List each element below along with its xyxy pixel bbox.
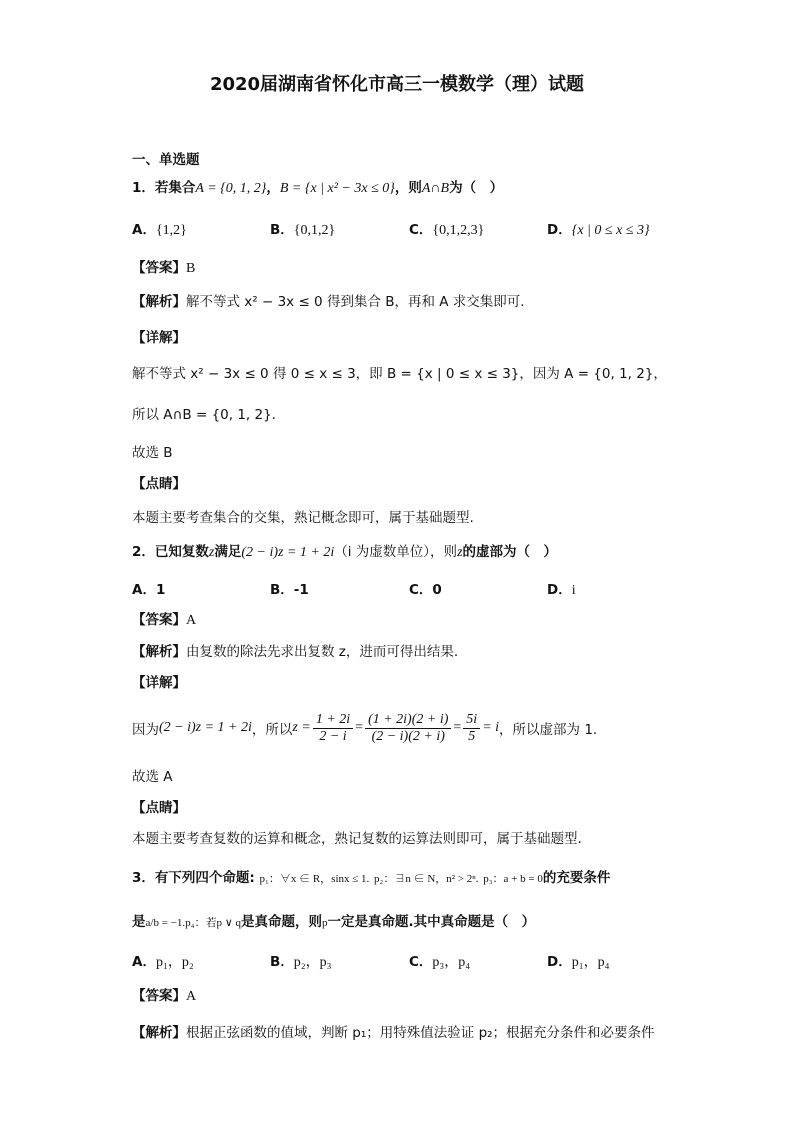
question-3-option-d: D．p₁，p₄ [547, 954, 610, 970]
question-3-analysis: 【解析】根据正弦函数的值域，判断 p₁；用特殊值法验证 p₂；根据充分条件和必要条件 [132, 1025, 655, 1041]
question-2-conclusion: 故选 A [132, 769, 173, 785]
question-1-option-b: B．{0,1,2} [270, 222, 336, 238]
question-2-analysis: 【解析】由复数的除法先求出复数 z，进而可得出结果. [132, 644, 459, 660]
question-1-detail-line-1: 解不等式 x² − 3x ≤ 0 得 0 ≤ x ≤ 3，即 B = {x | 0 ≤ x ≤ 3}，因为 A = {0, 1, 2}， [132, 366, 667, 382]
question-3-option-b: B．p₂，p₃ [270, 954, 332, 970]
question-2-stem: 2．已知复数z满足(2 − i)z = 1 + 2i（i 为虚数单位），则z的虚部为（ ） [132, 544, 558, 560]
question-2-detail-label: 【详解】 [132, 675, 186, 691]
question-2-comment-label: 【点睛】 [132, 800, 186, 816]
question-1-option-d: D．{x | 0 ≤ x ≤ 3} [547, 222, 650, 238]
question-3-answer: 【答案】A [132, 988, 197, 1004]
question-1-comment: 本题主要考查集合的交集，熟记概念即可，属于基础题型. [132, 510, 474, 526]
fraction-3: $\frac{5i}{5}$ [463, 712, 480, 745]
section-heading: 一、单选题 [132, 152, 200, 168]
question-2-option-b: B．-1 [270, 582, 309, 598]
fraction-1: $\frac{1 + 2i}{2 - i}$ [313, 712, 353, 745]
question-1-comment-label: 【点睛】 [132, 476, 186, 492]
question-1-detail-line-2: 所以 A∩B = {0, 1, 2}. [132, 407, 276, 423]
question-2-option-a: A．1 [132, 582, 166, 598]
question-2-answer: 【答案】A [132, 612, 197, 628]
question-1-detail-label: 【详解】 [132, 330, 186, 346]
question-1-analysis: 【解析】解不等式 x² − 3x ≤ 0 得到集合 B，再和 A 求交集即可. [132, 294, 525, 310]
question-1-conclusion: 故选 B [132, 445, 173, 461]
question-3-stem-line-2: 是a/b = −1.p₄：若p ∨ q是真命题，则p一定是真命题.其中真命题是（ ） [132, 914, 536, 930]
fraction-2: $\frac{(1 + 2i)(2 + i)}{(2 - i)(2 + i)}$ [365, 712, 451, 745]
question-3-stem-line-1: 3．有下列四个命题: p₁：∀x ∈ R，sinx ≤ 1. p₂：∃n ∈ N，n² > 2ⁿ. p₃：a + b = 0的充要条件 [132, 870, 611, 886]
question-1-option-c: C．{0,1,2,3} [409, 222, 485, 238]
question-3-option-c: C．p₃，p₄ [409, 954, 471, 970]
question-2-option-c: C．0 [409, 582, 442, 598]
question-3-option-a: A．p₁，p₂ [132, 954, 194, 970]
question-2-detail-equation: 因为 (2 − i)z = 1 + 2i ，所以 z = $\frac{1 + 2i}{2 - i}$ = $\frac{(1 + 2i)(2 + i)}{(2 - i)(2 + i)}$ = $\frac{5i}{5}$ = i ，所以虚部为 1. [132, 711, 598, 744]
question-1-stem: 1．若集合A = {0, 1, 2}，B = {x | x² − 3x ≤ 0}，则A∩B为（ ） [132, 180, 504, 196]
page-title: 2020届湖南省怀化市高三一模数学（理）试题 [209, 74, 585, 95]
question-1-answer: 【答案】B [132, 260, 196, 276]
question-1-option-a: A．{1,2} [132, 222, 187, 238]
question-2-option-d: D．i [547, 582, 576, 598]
question-2-comment: 本题主要考查复数的运算和概念，熟记复数的运算法则即可，属于基础题型. [132, 831, 582, 847]
